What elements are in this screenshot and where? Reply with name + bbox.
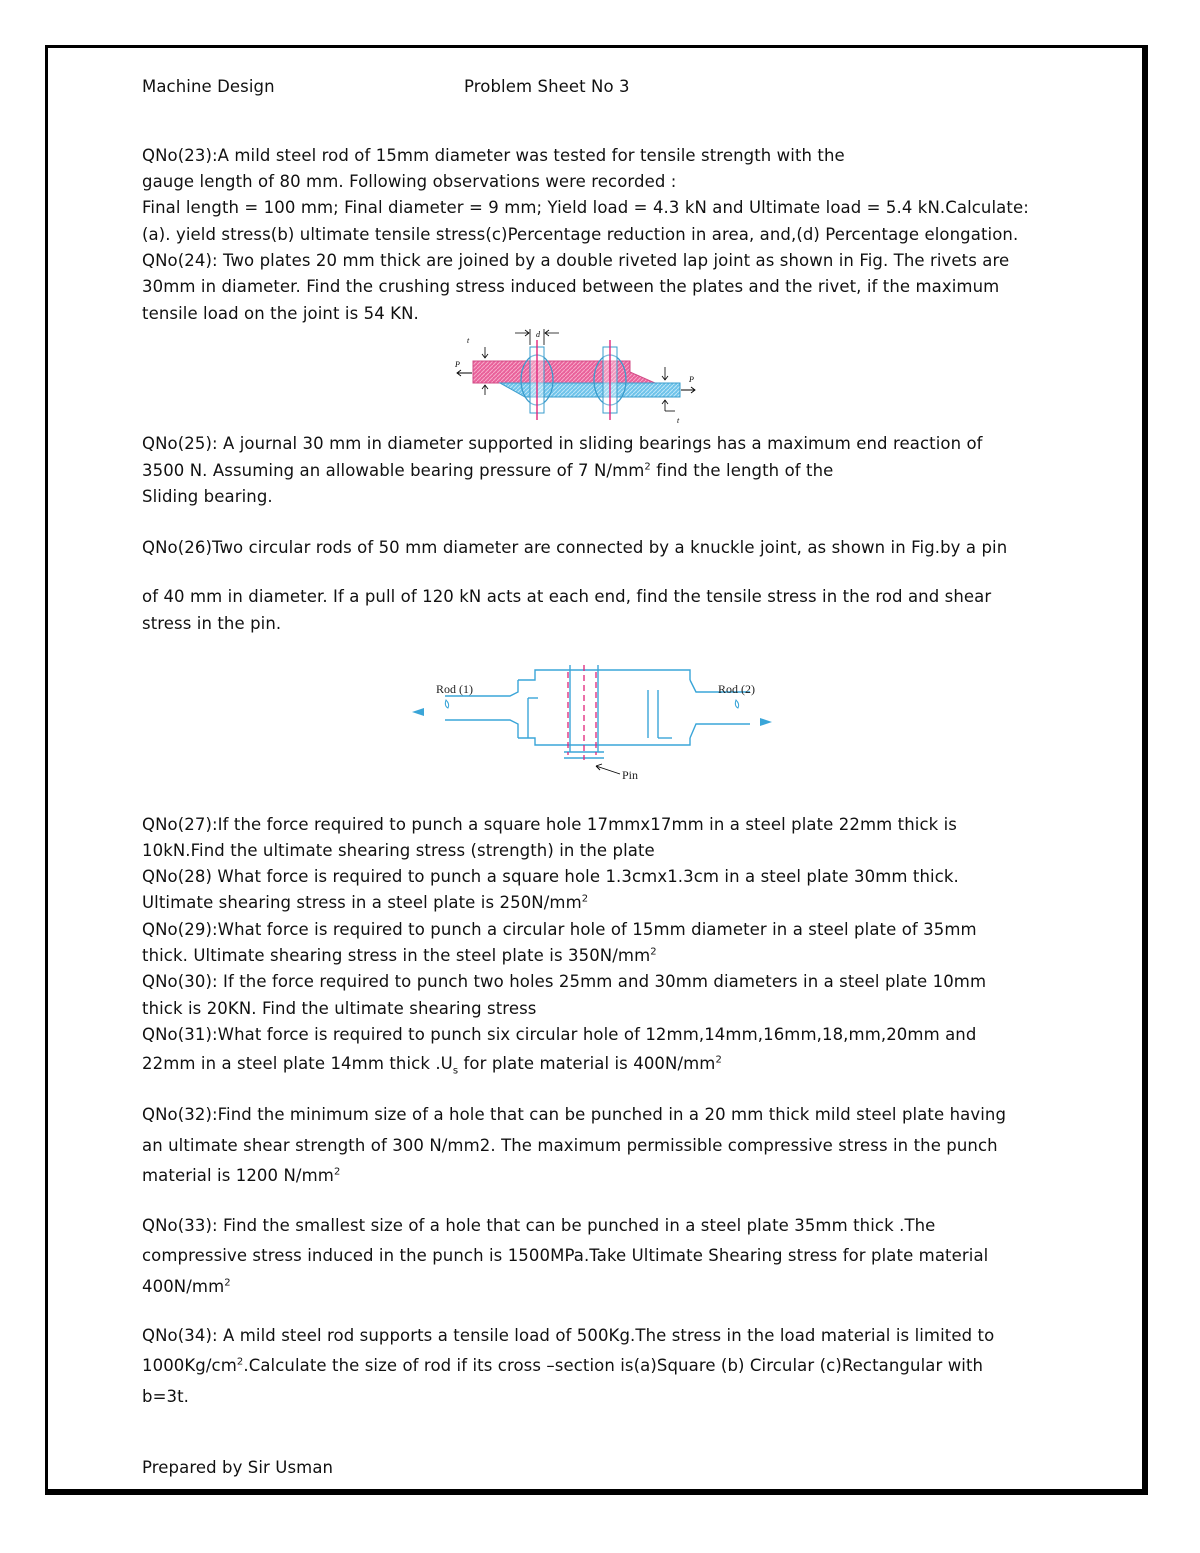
pull-arrow-left [412, 708, 424, 716]
label-rod-1: Rod (1) [436, 682, 473, 696]
sheet-title: Problem Sheet No 3 [464, 77, 630, 96]
q31-line1: QNo(31):What force is required to punch six circular hole of 12mm,14mm,16mm,18,mm,20mm and [142, 1025, 977, 1044]
q28-line1: QNo(28) What force is required to punch a square hole 1.3cmx1.3cm in a steel plate 30mm thick. [142, 867, 959, 886]
q33-line3: $400N/mm^2$ [142, 1277, 231, 1296]
lap-joint-figure [445, 325, 705, 430]
label-pin: Pin [622, 768, 639, 782]
q34-line2: $1000Kg/cm^2.Calculate$ the size of rod if its cross –section is(a)Square (b) Circular (c)Rectangular with [142, 1356, 984, 1375]
q29-line1: QNo(29):What force is required to punch a circular hole of 15mm diameter in a steel plate of 35mm [142, 920, 977, 939]
q32-line3: material is 1200 $N/mm^2$ [142, 1166, 341, 1185]
prepared-by: Prepared by Sir Usman [142, 1458, 334, 1477]
q32-line1: QNo(32):Find the minimum size of a hole that can be punched in a 20 mm thick mild steel plate having [142, 1105, 1007, 1124]
q29-line2: thick. Ultimate shearing stress in the steel plate is $350N/mm^2$ [142, 946, 657, 965]
label-t-top: t [467, 336, 470, 345]
label-p-left: P [455, 360, 460, 369]
q25-line1: QNo(25): A journal 30 mm in diameter supported in sliding bearings has a maximum end reaction of [142, 434, 983, 453]
knuckle-joint-figure [400, 660, 780, 790]
q28-line2: Ultimate shearing stress in a steel plate is $250N/mm^2$ [142, 893, 589, 912]
label-t-bottom: t [677, 416, 680, 425]
q33-line2: compressive stress induced in the punch is 1500MPa.Take Ultimate Shearing stress for plate material [142, 1246, 989, 1265]
q34-line1: QNo(34): A mild steel rod supports a tensile load of 500Kg.The stress in the load material is limited to [142, 1326, 995, 1345]
q33-line1: QNo(33): Find the smallest size of a hole that can be punched in a steel plate 35mm thick .The [142, 1216, 936, 1235]
q24-line1: QNo(24): Two plates 20 mm thick are joined by a double riveted lap joint as shown in Fig. The rivets are [142, 251, 1010, 270]
q23-line4: (a). yield stress(b) ultimate tensile stress(c)Percentage reduction in area, and,(d) Percentage elongation. [142, 225, 1019, 244]
q23-line2: gauge length of 80 mm. Following observations were recorded : [142, 172, 677, 191]
q27-line2: 10kN.Find the ultimate shearing stress (strength) in the plate [142, 841, 655, 860]
q30-line1: QNo(30): If the force required to punch two holes 25mm and 30mm diameters in a steel plate 10mm [142, 972, 987, 991]
label-d: d [536, 330, 540, 339]
q23-line3: Final length = 100 mm; Final diameter = 9 mm; Yield load = 4.3 kN and Ultimate load = 5.4 kN.Calculate: [142, 198, 1029, 217]
q30-line2: thick is 20KN. Find the ultimate shearing stress [142, 999, 537, 1018]
q24-line3: tensile load on the joint is 54 KN. [142, 304, 419, 323]
q26-line1: QNo(26)Two circular rods of 50 mm diameter are connected by a knuckle joint, as shown in Fig.by a pin [142, 538, 1008, 557]
q25-line3: Sliding bearing. [142, 487, 273, 506]
q27-line1: QNo(27):If the force required to punch a square hole 17mmx17mm in a steel plate 22mm thick is [142, 815, 958, 834]
q32-line2: an ultimate shear strength of 300 N/mm2. The maximum permissible compressive stress in the punch [142, 1136, 998, 1155]
q23-line1: QNo(23):A mild steel rod of 15mm diameter was tested for tensile strength with the [142, 146, 845, 165]
q26-line2: of 40 mm in diameter. If a pull of 120 kN acts at each end, find the tensile stress in the rod and shear [142, 587, 992, 606]
label-p-right: P [689, 375, 694, 384]
course-title: Machine Design [142, 77, 275, 96]
q31-line2: 22mm in a steel plate 14mm thick $.U_s$ for plate material is $400N/mm^2$ [142, 1054, 722, 1077]
q25-line2: 3500 N. Assuming an allowable bearing pressure of 7 $N/mm^2$ find the length of the [142, 461, 834, 480]
pull-arrow-right [760, 718, 772, 726]
label-rod-2: Rod (2) [718, 682, 755, 696]
bottom-plate [500, 383, 680, 397]
top-plate [473, 361, 655, 383]
q26-line3: stress in the pin. [142, 614, 282, 633]
q24-line2: 30mm in diameter. Find the crushing stress induced between the plates and the rivet, if the maximum [142, 277, 1000, 296]
q34-line3: b=3t. [142, 1387, 190, 1406]
